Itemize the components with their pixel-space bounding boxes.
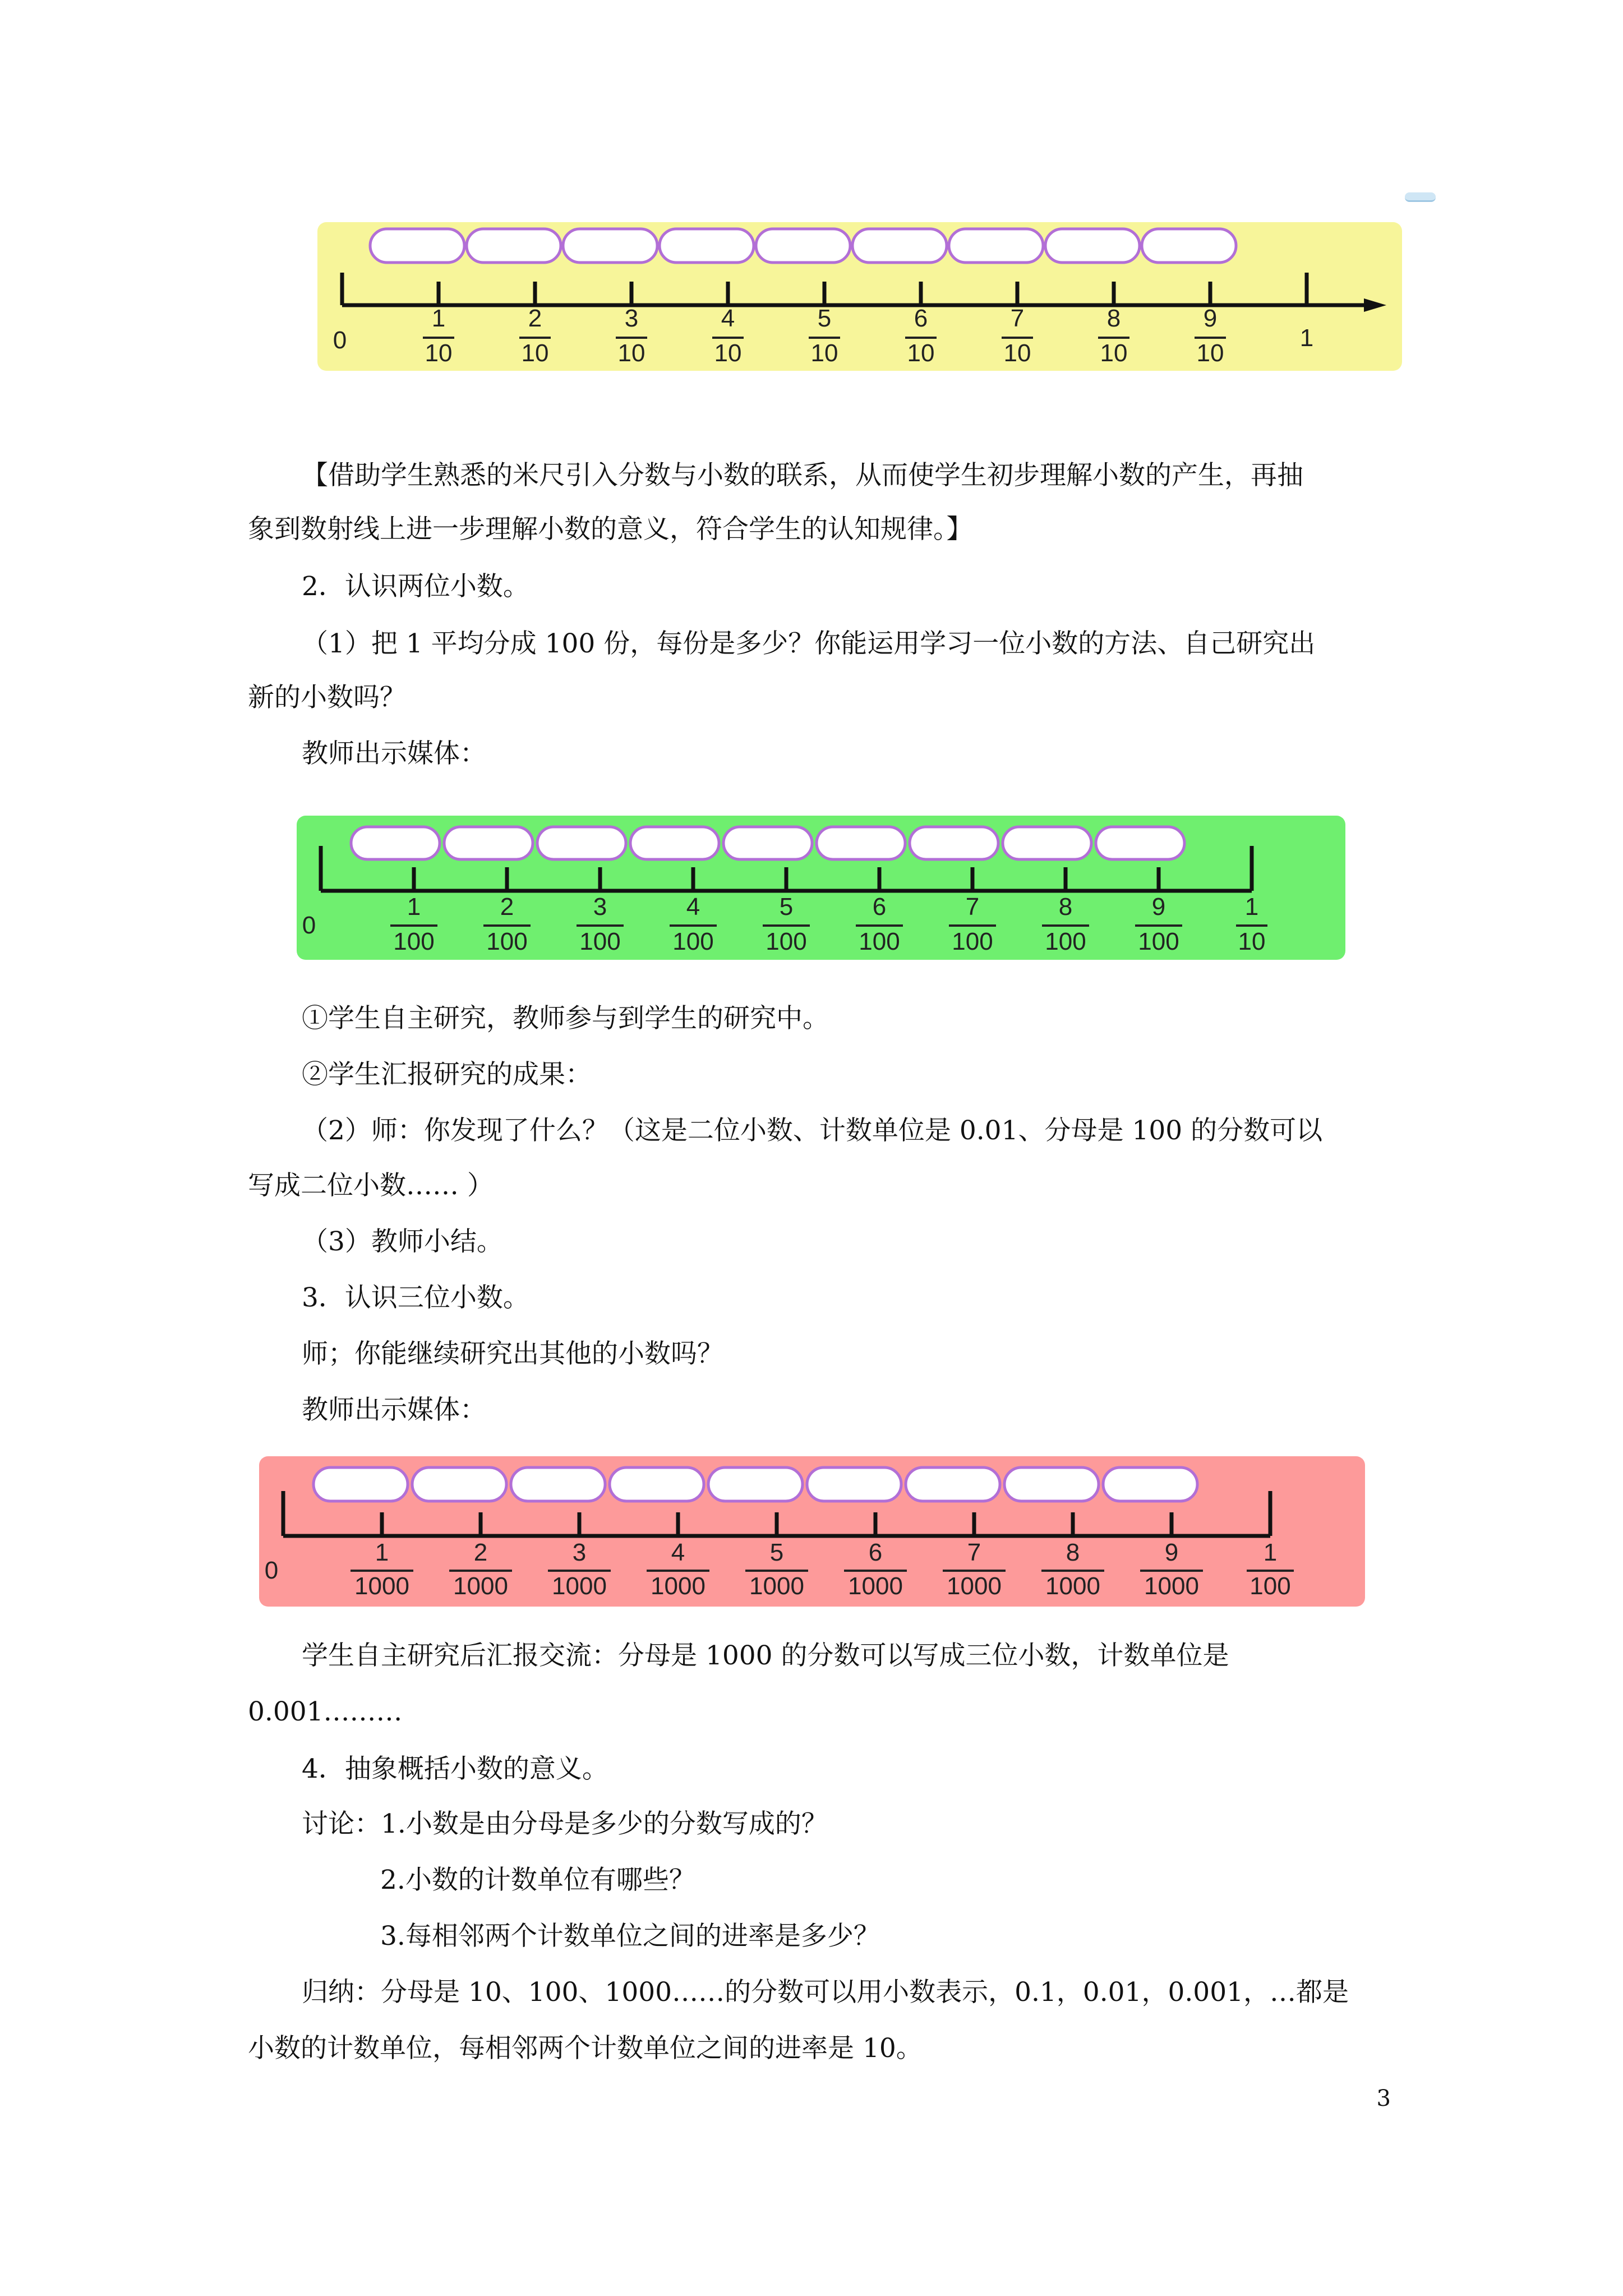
- answer-bubble: [412, 1467, 506, 1501]
- fraction-numerator: 7: [965, 893, 980, 921]
- fraction-numerator: 9: [1151, 893, 1166, 921]
- answer-bubble: [910, 827, 998, 859]
- fraction-denominator: 100: [393, 928, 435, 955]
- fraction-denominator: 100: [952, 928, 993, 955]
- teacher-media-label-2: 教师出示媒体：: [302, 1395, 486, 1425]
- answer-bubble: [906, 1467, 1000, 1501]
- answer-bubble: [1003, 827, 1091, 859]
- end-label: 1: [1299, 324, 1314, 352]
- fraction-denominator: 1000: [552, 1572, 607, 1600]
- fraction-numerator: 7: [1010, 305, 1025, 332]
- fraction-numerator: 8: [1106, 305, 1121, 332]
- answer-bubble: [1004, 1467, 1099, 1501]
- discussion-question-3: 3.每相邻两个计数单位之间的进率是多少？: [380, 1921, 880, 1952]
- section-3-question: 师；你能继续研究出其他的小数吗？: [302, 1338, 723, 1369]
- fraction-numerator: 4: [721, 305, 735, 332]
- step-2: ②学生汇报研究的成果：: [302, 1059, 592, 1090]
- number-line-hundredths: [297, 816, 1345, 960]
- fraction-numerator: 2: [528, 305, 542, 332]
- fraction-denominator: 10: [1196, 339, 1224, 367]
- fraction-numerator: 8: [1058, 893, 1073, 921]
- fraction-denominator: 1000: [848, 1572, 903, 1600]
- fraction-denominator: 1000: [453, 1572, 508, 1600]
- fraction-denominator: 10: [617, 339, 645, 367]
- fraction-numerator: 5: [769, 1539, 784, 1566]
- answer-bubble: [708, 1467, 803, 1501]
- summary-line-2: 小数的计数单位，每相邻两个计数单位之间的进率是 10。: [248, 2033, 923, 2064]
- fraction-denominator: 100: [1138, 928, 1179, 955]
- fraction-denominator: 10: [1100, 339, 1128, 367]
- note-line-1: 【借助学生熟悉的米尺引入分数与小数的联系，从而使学生初步理解小数的产生，再抽: [302, 460, 1303, 491]
- fraction-numerator: 9: [1164, 1539, 1179, 1566]
- section-2-question-2-line-2: 写成二位小数…… ）: [248, 1170, 494, 1201]
- zero-label: 0: [333, 326, 347, 354]
- fraction-numerator: 8: [1066, 1539, 1080, 1566]
- fraction-denominator: 1000: [354, 1572, 409, 1600]
- answer-bubble: [467, 229, 561, 263]
- fraction-numerator: 6: [872, 893, 887, 921]
- answer-bubble: [313, 1467, 408, 1501]
- fraction-denominator: 1000: [749, 1572, 804, 1600]
- teacher-media-label-1: 教师出示媒体：: [302, 738, 486, 769]
- number-line-thousandths: [259, 1456, 1365, 1607]
- fraction-numerator: 3: [593, 893, 607, 921]
- section-2-title: 2．认识两位小数。: [302, 571, 529, 602]
- zero-label: 0: [302, 912, 316, 939]
- answer-bubble: [660, 229, 754, 263]
- section-2-question-1-line-1: （1）把 1 平均分成 100 份，每份是多少？你能运用学习一位小数的方法、自己研究出: [302, 628, 1316, 659]
- step-1: ①学生自主研究，教师参与到学生的研究中。: [302, 1003, 829, 1034]
- answer-bubble: [1096, 827, 1184, 859]
- number-line-svg: [297, 816, 1345, 960]
- answer-bubble: [630, 827, 719, 859]
- answer-bubble: [351, 827, 440, 859]
- answer-bubble: [949, 229, 1043, 263]
- end-numerator: 1: [1263, 1539, 1278, 1566]
- fraction-denominator: 1000: [1144, 1572, 1199, 1600]
- fraction-denominator: 10: [810, 339, 838, 367]
- fraction-numerator: 1: [407, 893, 421, 921]
- fraction-denominator: 100: [579, 928, 621, 955]
- answer-bubble: [563, 229, 657, 263]
- fraction-denominator: 10: [521, 339, 549, 367]
- fraction-numerator: 9: [1203, 305, 1218, 332]
- discussion-question-1: 讨论：1.小数是由分母是多少的分数写成的？: [302, 1809, 828, 1839]
- answer-bubble: [1142, 229, 1236, 263]
- fraction-numerator: 2: [473, 1539, 488, 1566]
- number-line-tenths: [317, 222, 1402, 371]
- discussion-question-2: 2.小数的计数单位有哪些？: [380, 1865, 695, 1895]
- answer-bubble: [723, 827, 812, 859]
- fraction-numerator: 2: [500, 893, 514, 921]
- summary-line-1: 归纳：分母是 10、100、1000……的分数可以用小数表示，0.1，0.01，0.001，…都是: [302, 1977, 1349, 2008]
- section-3-report-line-1: 学生自主研究后汇报交流：分母是 1000 的分数可以写成三位小数，计数单位是: [302, 1640, 1229, 1671]
- answer-bubble: [756, 229, 850, 263]
- fraction-denominator: 100: [1045, 928, 1086, 955]
- answer-bubble: [511, 1467, 605, 1501]
- section-3-report-line-2: 0.001………: [248, 1696, 403, 1727]
- note-line-2: 象到数射线上进一步理解小数的意义，符合学生的认知规律。】: [248, 514, 973, 545]
- section-2-question-3: （3）教师小结。: [302, 1226, 503, 1257]
- answer-bubble: [370, 229, 464, 263]
- answer-bubble: [1045, 229, 1140, 263]
- fraction-denominator: 1000: [651, 1572, 706, 1600]
- fraction-denominator: 100: [672, 928, 714, 955]
- answer-bubble: [807, 1467, 901, 1501]
- fraction-denominator: 100: [486, 928, 528, 955]
- fraction-denominator: 100: [859, 928, 900, 955]
- fraction-denominator: 10: [425, 339, 453, 367]
- number-line-svg: [317, 222, 1402, 371]
- axis-arrow: [1364, 298, 1386, 312]
- end-denominator: 100: [1249, 1572, 1291, 1600]
- fraction-numerator: 6: [868, 1539, 883, 1566]
- fraction-numerator: 1: [375, 1539, 389, 1566]
- zero-label: 0: [264, 1557, 279, 1584]
- fraction-denominator: 10: [714, 339, 742, 367]
- fraction-denominator: 10: [907, 339, 935, 367]
- fraction-denominator: 1000: [947, 1572, 1002, 1600]
- section-3-title: 3．认识三位小数。: [302, 1282, 529, 1313]
- fraction-numerator: 4: [686, 893, 700, 921]
- answer-bubble: [610, 1467, 704, 1501]
- answer-bubble: [537, 827, 626, 859]
- section-4-title: 4．抽象概括小数的意义。: [302, 1754, 608, 1784]
- answer-bubble: [444, 827, 533, 859]
- fraction-numerator: 7: [967, 1539, 981, 1566]
- answer-bubble: [817, 827, 905, 859]
- fraction-numerator: 6: [914, 305, 928, 332]
- fraction-denominator: 10: [1003, 339, 1031, 367]
- number-line-svg: [259, 1456, 1365, 1607]
- fraction-numerator: 5: [779, 893, 794, 921]
- fraction-denominator: 100: [766, 928, 807, 955]
- fraction-numerator: 3: [624, 305, 639, 332]
- section-2-question-2-line-1: （2）师：你发现了什么？（这是二位小数、计数单位是 0.01、分母是 100 的分数可以: [302, 1115, 1323, 1146]
- corner-mark: [1405, 192, 1436, 202]
- page-number: 3: [1376, 2086, 1391, 2111]
- fraction-denominator: 1000: [1045, 1572, 1100, 1600]
- answer-bubble: [852, 229, 947, 263]
- fraction-numerator: 4: [671, 1539, 685, 1566]
- end-denominator: 10: [1238, 928, 1266, 955]
- end-numerator: 1: [1244, 893, 1259, 921]
- fraction-numerator: 1: [431, 305, 446, 332]
- answer-bubble: [1103, 1467, 1197, 1501]
- section-2-question-1-line-2: 新的小数吗？: [248, 682, 406, 713]
- fraction-numerator: 5: [817, 305, 832, 332]
- fraction-numerator: 3: [572, 1539, 587, 1566]
